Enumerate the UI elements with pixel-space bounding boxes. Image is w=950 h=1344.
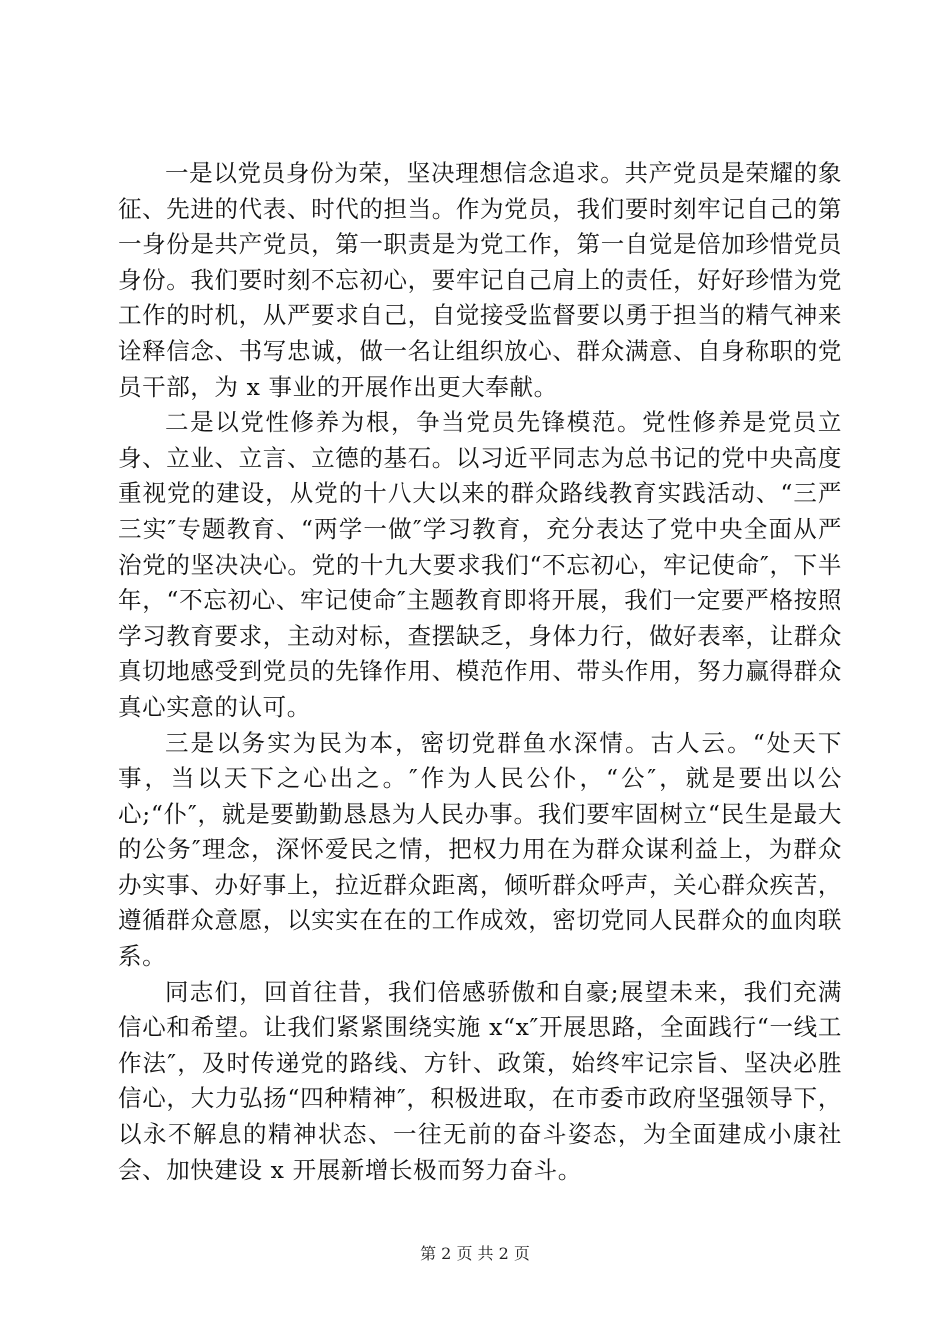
document-body bbox=[118, 156, 842, 1188]
page-number-footer: 第 2 页 共 2 页 bbox=[420, 1244, 530, 1263]
paragraph-4: 同志们，回首往昔，我们倍感骄傲和自豪;展望未来，我们充满信心和希望。让我们紧紧围绕实施 x“x″开展思路，全面践行“一线工作法″，及时传递党的路线、方针、政策，始终牢记宗旨、坚决必胜信心，大力弘扬“四种精神″，积极进取，在市委市政府坚强领导下，以永不解息的精神状态、一往无前的奋斗姿态，为全面建成小康社会、加快建设 x 开展新增长极而努力奋斗。 bbox=[118, 977, 842, 1184]
paragraph-3: 三是以务实为民为本，密切党群鱼水深情。古人云。“处天下事，当以天下之心出之。″作为人民公仆，“公″，就是要出以公心;“仆″，就是要勤勤恳恳为人民办事。我们要牢固树立“民生是最大的公务″理念，深怀爱民之情，把权力用在为群众谋利益上，为群众办实事、办好事上，拉近群众距离，倾听群众呼声，关心群众疾苦，遵循群众意愿，以实实在在的工作成效，密切党同人民群众的血肉联系。 bbox=[118, 728, 842, 971]
paragraph-1: 一是以党员身份为荣，坚决理想信念追求。共产党员是荣耀的象征、先进的代表、时代的担当。作为党员，我们要时刻牢记自己的第一身份是共产党员，第一职责是为党工作，第一自觉是倍加珍惜党员身份。我们要时刻不忘初心，要牢记自己肩上的责任，好好珍惜为党工作的时机，从严要求自己，自觉接受监督要以勇于担当的精气神来诠释信念、书写忠诚，做一名让组织放心、群众满意、自身称职的党员干部，为 x 事业的开展作出更大奉献。 bbox=[118, 159, 842, 401]
paragraph-2: 二是以党性修养为根，争当党员先锋模范。党性修养是党员立身、立业、立言、立德的基石。以习近平同志为总书记的党中央高度重视党的建设，从党的十八大以来的群众路线教育实践活动、“三严三实″专题教育、“两学一做″学习教育，充分表达了党中央全面从严治党的坚决决心。党的十九大要求我们“不忘初心，牢记使命″，下半年，“不忘初心、牢记使命″主题教育即将开展，我们一定要严格按照学习教育要求，主动对标，查摆缺乏，身体力行，做好表率，让群众真切地感受到党员的先锋作用、模范作用、带头作用，努力赢得群众真心实意的认可。 bbox=[118, 408, 842, 721]
